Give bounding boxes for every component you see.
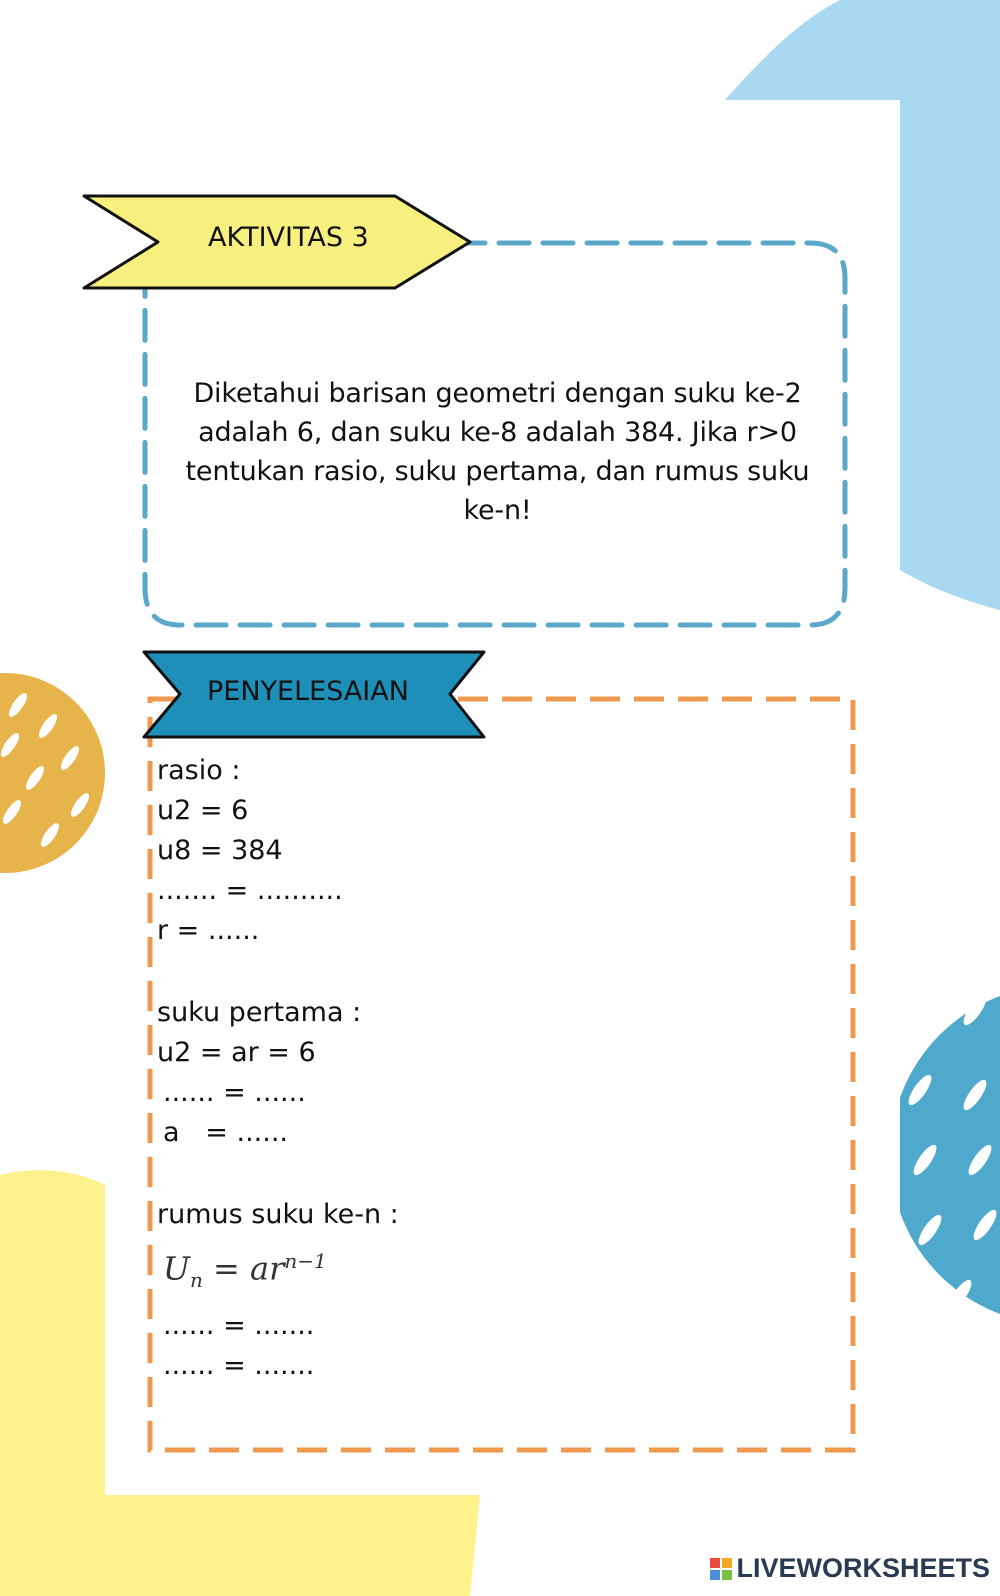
question-line: tentukan rasio, suku pertama, dan rumus suku — [185, 456, 810, 487]
rasio-heading: rasio : — [157, 755, 241, 786]
suku-pertama-section — [157, 993, 361, 1153]
formula-exponent: n−1 — [284, 1249, 327, 1273]
liveworksheets-brand-text: LIVEWORKSHEETS — [736, 1553, 990, 1583]
rumus-heading: rumus suku ke-n : — [157, 1199, 399, 1230]
suku-pertama-heading: suku pertama : — [157, 997, 362, 1028]
suku-pertama-blank-line[interactable]: ...... = ...... — [163, 1077, 306, 1108]
yellow-blob-bottom — [0, 1495, 480, 1596]
rasio-line: u2 = 6 — [157, 795, 249, 826]
question-text — [160, 374, 835, 530]
rumus-formula — [163, 1249, 399, 1292]
suku-pertama-line: u2 = ar = 6 — [157, 1037, 316, 1068]
rumus-section — [157, 1195, 399, 1386]
liveworksheets-logo-icon — [710, 1558, 732, 1580]
suku-pertama-answer-line[interactable]: a = ...... — [163, 1117, 288, 1148]
rasio-answer-line[interactable]: r = ...... — [157, 915, 260, 946]
question-line: ke-n! — [463, 495, 532, 526]
question-line: Diketahui barisan geometri dengan suku ke-2 — [193, 378, 802, 409]
aktivitas-title: AKTIVITAS 3 — [208, 222, 369, 253]
rasio-blank-line[interactable]: ....... = .......... — [157, 875, 343, 906]
blue-circle — [870, 985, 1000, 1325]
rumus-blank-line[interactable]: ...... = ....... — [163, 1350, 315, 1382]
formula-subscript: n — [189, 1268, 203, 1293]
rasio-line: u8 = 384 — [157, 835, 283, 866]
penyelesaian-title: PENYELESAIAN — [207, 676, 409, 707]
orange-circle — [0, 673, 105, 873]
rasio-section — [157, 751, 343, 951]
formula-middle: = ar — [202, 1249, 285, 1288]
question-line: adalah 6, dan suku ke-8 adalah 384. Jika r>0 — [198, 417, 797, 448]
rumus-blank-line[interactable]: ...... = ....... — [163, 1310, 315, 1342]
formula-u: U — [163, 1249, 190, 1288]
liveworksheets-logo[interactable] — [710, 1553, 990, 1584]
